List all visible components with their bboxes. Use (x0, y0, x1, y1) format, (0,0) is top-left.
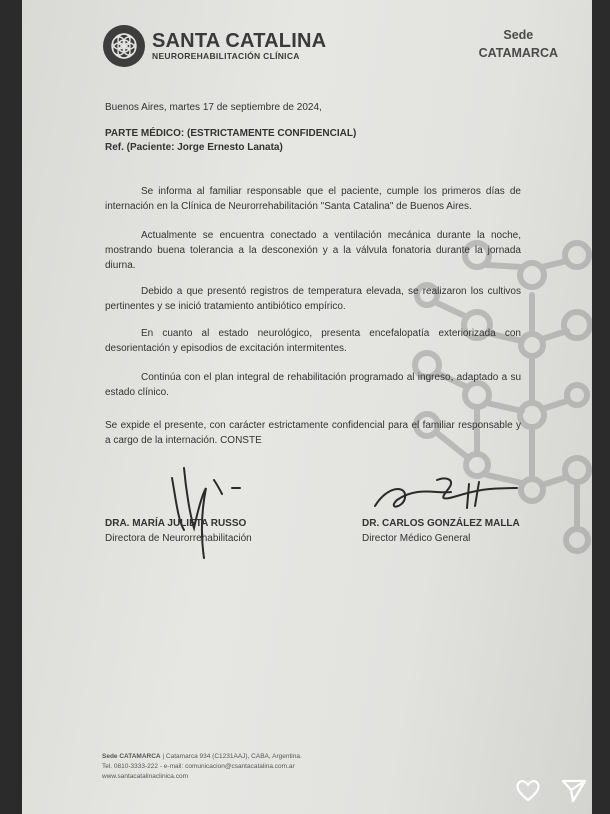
footer-website: www.santacatalinaclinica.com (102, 773, 188, 780)
letter-footer (102, 752, 302, 782)
paragraph-6: Se expide el presente, con carácter estrictamente confidencial para el familiar responsable y a cargo de la internación. CONSTE (105, 420, 521, 446)
left-frame (0, 0, 22, 814)
signer-right (362, 516, 520, 546)
sede-heading (479, 26, 558, 62)
signer-left-role: Directora de Neurorrehabilitación (105, 533, 252, 544)
signer-right-name: DR. CARLOS GONZÁLEZ MALLA (362, 518, 520, 529)
paragraph-4: En cuanto al estado neurológico, presenta encefalopatía exteriorizada con desorientación y episodios de excitación intermitentes. (105, 328, 521, 354)
logo-subtitle: NEUROREHABILITACIÓN CLÍNICA (152, 51, 300, 61)
sede-city: CATAMARCA (478, 46, 558, 60)
letter-reference: Ref. (Paciente: Jorge Ernesto Lanata) (105, 142, 283, 153)
signer-left (105, 516, 252, 546)
letter-date: Buenos Aires, martes 17 de septiembre de 2024, (105, 102, 322, 113)
right-frame (592, 0, 610, 814)
paragraph-5: Continúa con el plan integral de rehabilitación programado al ingreso, adaptado a su estado clínico. (105, 372, 521, 398)
letter-page (22, 0, 592, 814)
signature-left (162, 460, 272, 570)
heart-icon[interactable] (514, 776, 542, 804)
logo-name: SANTA CATALINA (152, 30, 327, 52)
signer-left-name: DRA. MARÍA JULIETA RUSSO (105, 518, 247, 529)
signer-right-role: Director Médico General (362, 533, 471, 544)
send-icon[interactable] (560, 776, 588, 804)
letter-title: PARTE MÉDICO: (ESTRICTAMENTE CONFIDENCIAL) (105, 128, 357, 139)
footer-sede: Sede CATAMARCA (102, 753, 161, 760)
paragraph-2: Actualmente se encuentra conectado a ventilación mecánica durante la noche, mostrando buena tolerancia a la desconexión y a la válvula fonatoria durante la jornada diurna. (105, 230, 521, 271)
flower-logo-icon (102, 24, 146, 68)
post-actions (514, 776, 588, 804)
footer-contact: Tel. 0810-3333-222 - e-mail: comunicacion@csantacatalina.com.ar (102, 763, 295, 770)
clinic-logo (102, 24, 326, 68)
paragraph-3: Debido a que presentó registros de temperatura elevada, se realizaron los cultivos pertinentes y se inició tratamiento antibiótico empírico. (105, 286, 521, 312)
sede-label: Sede (503, 28, 534, 42)
footer-address: | Catamarca 934 (C1231AAJ), CABA, Argentina. (160, 753, 302, 760)
paragraph-1: Se informa al familiar responsable que el paciente, cumple los primeros días de internación en la Clínica de Neurorrehabilitación "Santa Catalina" de Buenos Aires. (105, 186, 521, 212)
